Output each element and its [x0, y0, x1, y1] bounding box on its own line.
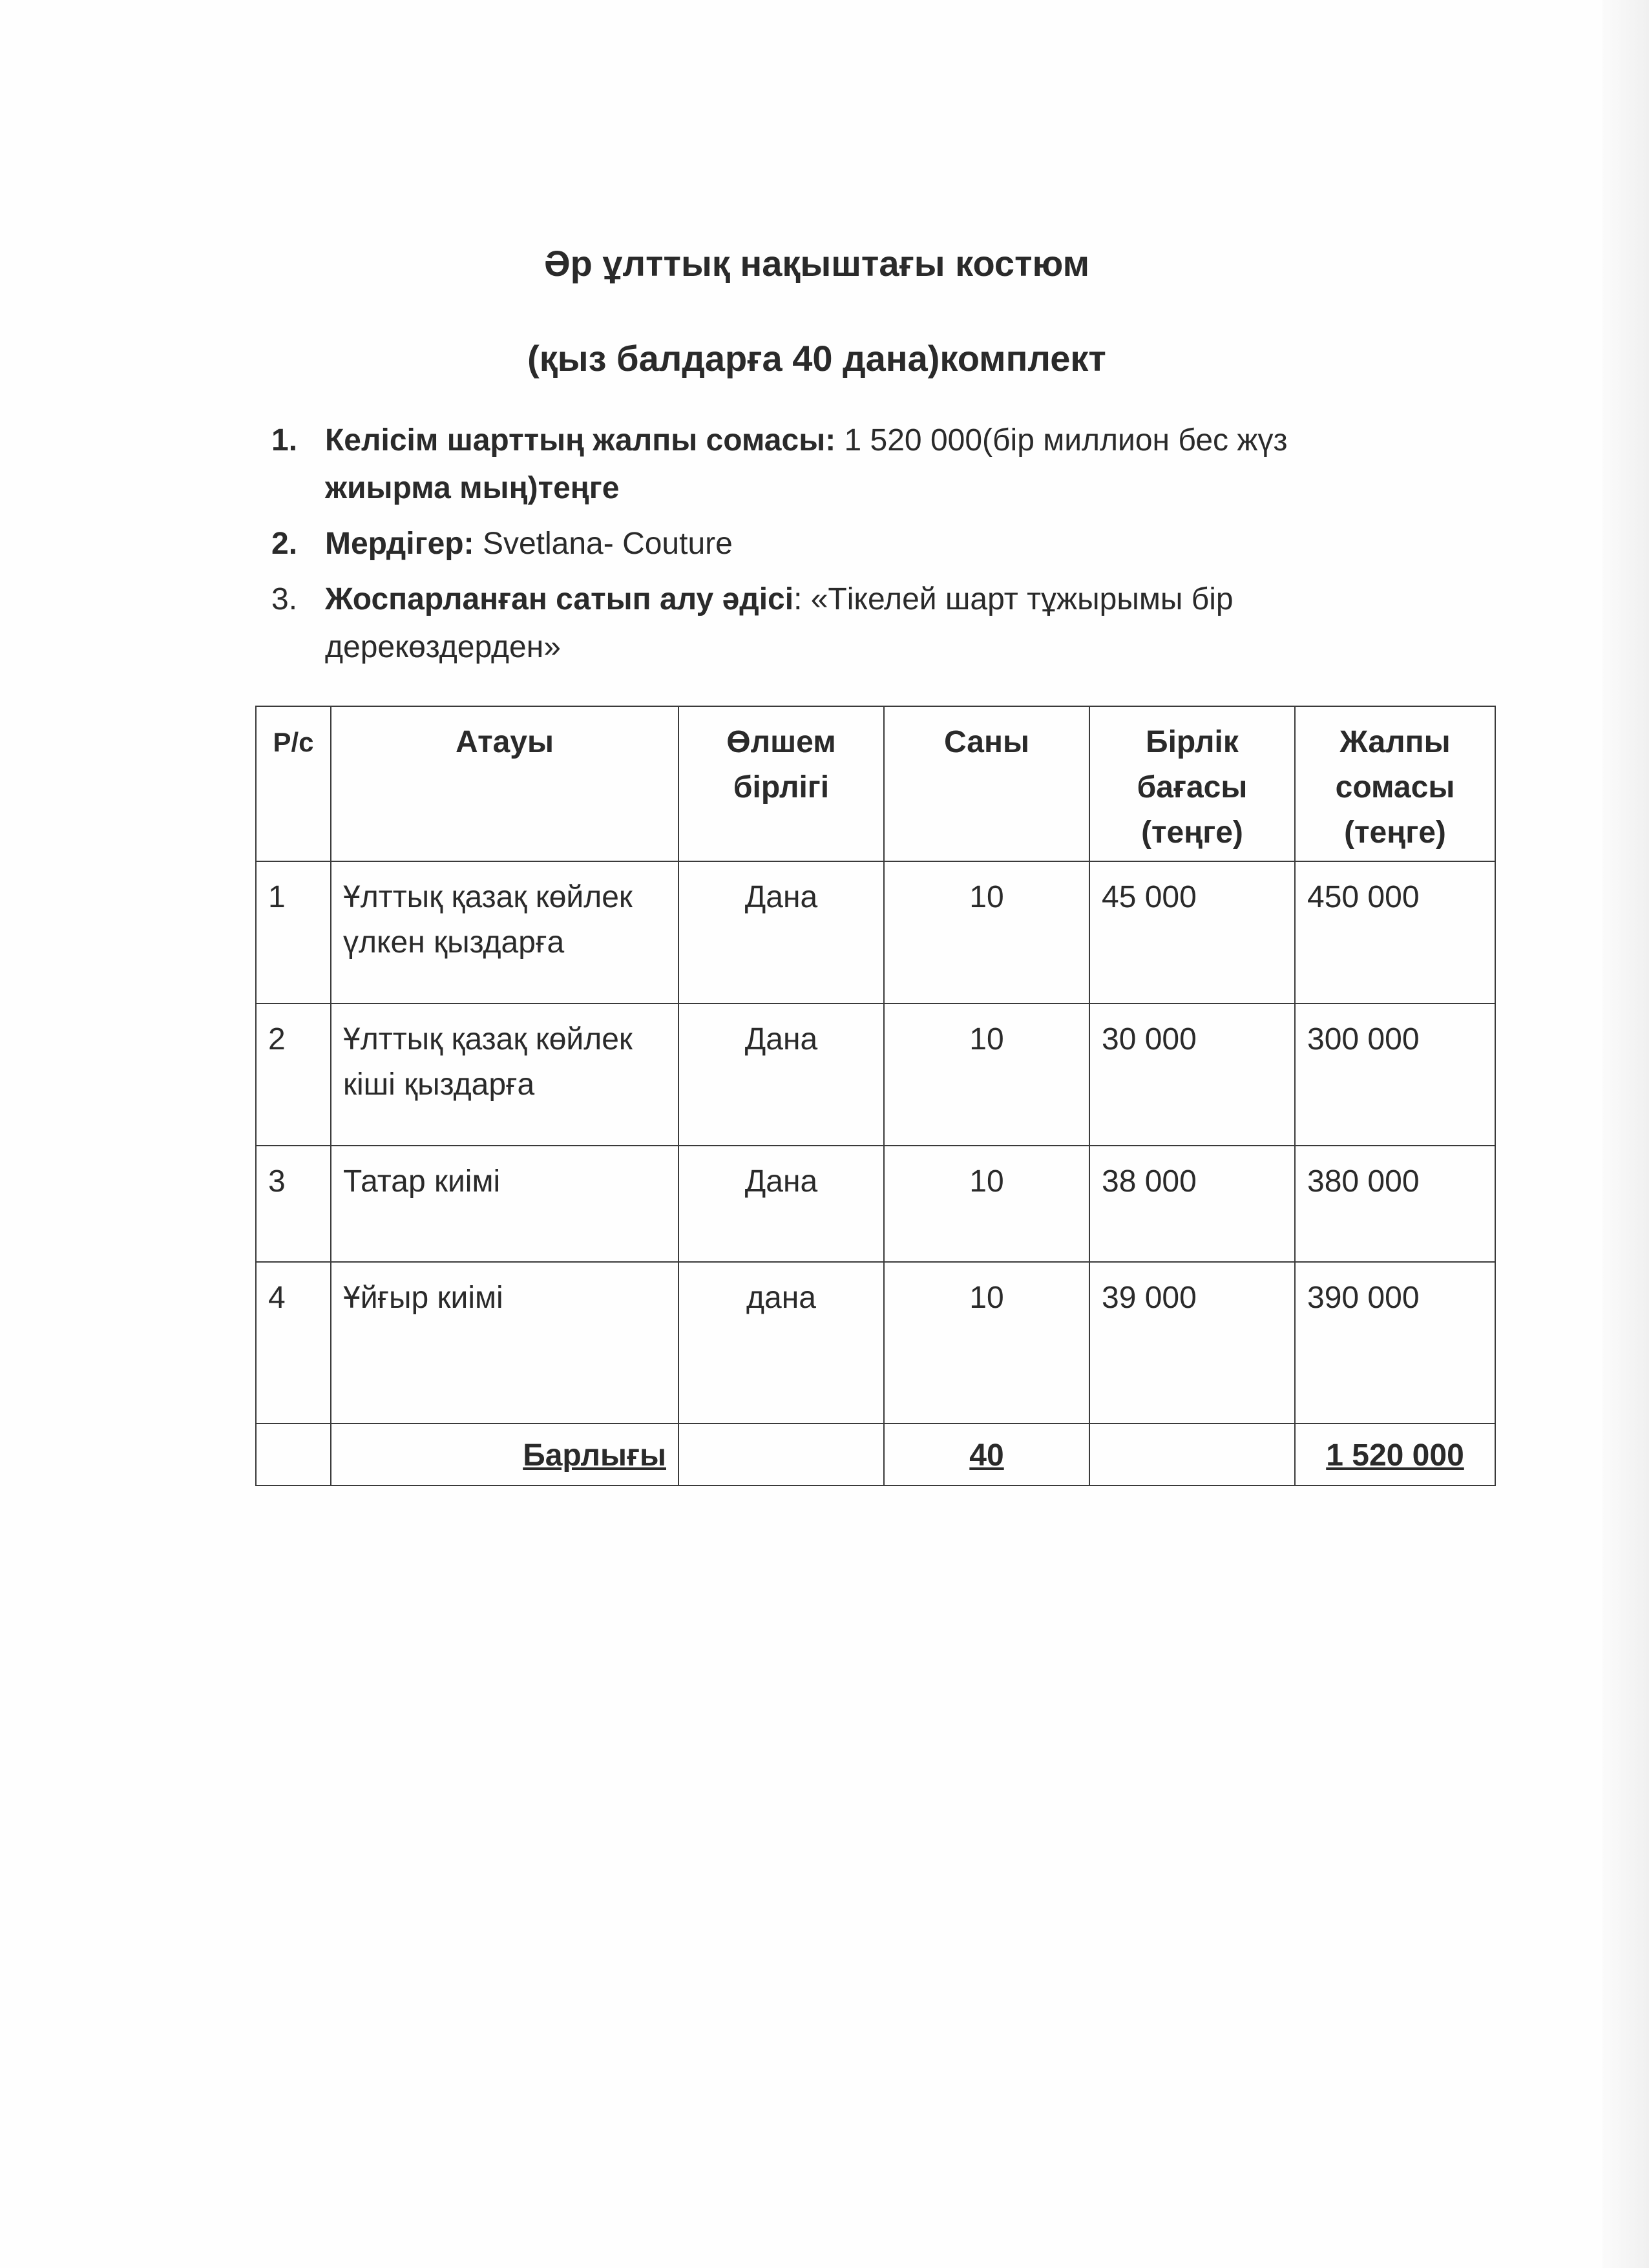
info-value: Svetlana- Couture — [474, 527, 733, 561]
table-row — [256, 1003, 1495, 1146]
document-title: Әр ұлттық нақыштағы костюм — [543, 243, 1090, 284]
info-number: 2. — [271, 527, 298, 561]
info-item-contractor — [271, 520, 1409, 568]
cell-qty: 10 — [884, 1146, 1089, 1262]
cell-empty — [1089, 1423, 1295, 1486]
cell-num: 2 — [256, 1003, 331, 1146]
info-number: 1. — [271, 423, 298, 457]
info-value: : «Тікелей шарт тұжырымы бір дерекөздерден» — [325, 582, 1234, 664]
info-label: Мердігер: — [325, 527, 474, 561]
header-num: Р/с — [256, 706, 331, 861]
cell-price: 38 000 — [1089, 1146, 1295, 1262]
total-sum-text: 1 520 000 — [1326, 1438, 1464, 1473]
info-value: 1 520 000(бір миллион бес жүз — [835, 423, 1288, 457]
table-row — [256, 1146, 1495, 1262]
info-item-contract-sum — [271, 417, 1409, 512]
cell-num: 4 — [256, 1262, 331, 1423]
cell-name: Татар киімі — [331, 1146, 678, 1262]
info-number: 3. — [271, 582, 298, 616]
table-total-row — [256, 1423, 1495, 1486]
cell-unit: Дана — [678, 861, 884, 1003]
total-label-text: Барлығы — [523, 1438, 666, 1473]
info-label: Жоспарланған сатып алу әдісі — [325, 582, 794, 616]
total-qty-text: 40 — [969, 1438, 1004, 1473]
cell-qty: 10 — [884, 861, 1089, 1003]
cell-price: 30 000 — [1089, 1003, 1295, 1146]
cell-num: 3 — [256, 1146, 331, 1262]
cell-qty: 10 — [884, 1262, 1089, 1423]
cell-name: Ұлттық қазақ көйлек кіші қыздарға — [331, 1003, 678, 1146]
header-price: Бірлік бағасы (теңге) — [1089, 706, 1295, 861]
cell-total: 450 000 — [1295, 861, 1495, 1003]
cell-total: 380 000 — [1295, 1146, 1495, 1262]
table-header-row — [256, 706, 1495, 861]
cell-unit: дана — [678, 1262, 884, 1423]
contract-info-list — [271, 417, 1409, 679]
document-subtitle: (қыз балдарға 40 дана)комплект — [527, 338, 1106, 379]
header-qty: Саны — [884, 706, 1089, 861]
table-row — [256, 1262, 1495, 1423]
cell-qty: 10 — [884, 1003, 1089, 1146]
cell-name: Ұлттық қазақ көйлек үлкен қыздарға — [331, 861, 678, 1003]
header-name: Атауы — [331, 706, 678, 861]
table-row — [256, 861, 1495, 1003]
cell-total: 390 000 — [1295, 1262, 1495, 1423]
cell-unit: Дана — [678, 1146, 884, 1262]
info-item-procurement-method — [271, 576, 1409, 671]
total-label — [331, 1423, 678, 1486]
header-unit: Өлшем бірлігі — [678, 706, 884, 861]
cell-price: 45 000 — [1089, 861, 1295, 1003]
total-qty — [884, 1423, 1089, 1486]
cell-price: 39 000 — [1089, 1262, 1295, 1423]
cell-unit: Дана — [678, 1003, 884, 1146]
total-sum — [1295, 1423, 1495, 1486]
cell-total: 300 000 — [1295, 1003, 1495, 1146]
info-label-continued: жиырма мың)теңге — [325, 471, 620, 505]
cell-empty — [678, 1423, 884, 1486]
header-total: Жалпы сомасы (теңге) — [1295, 706, 1495, 861]
cell-num: 1 — [256, 861, 331, 1003]
info-label: Келісім шарттың жалпы сомасы: — [325, 423, 836, 457]
cell-name: Ұйғыр киімі — [331, 1262, 678, 1423]
cell-empty — [256, 1423, 331, 1486]
items-table — [255, 706, 1496, 1486]
